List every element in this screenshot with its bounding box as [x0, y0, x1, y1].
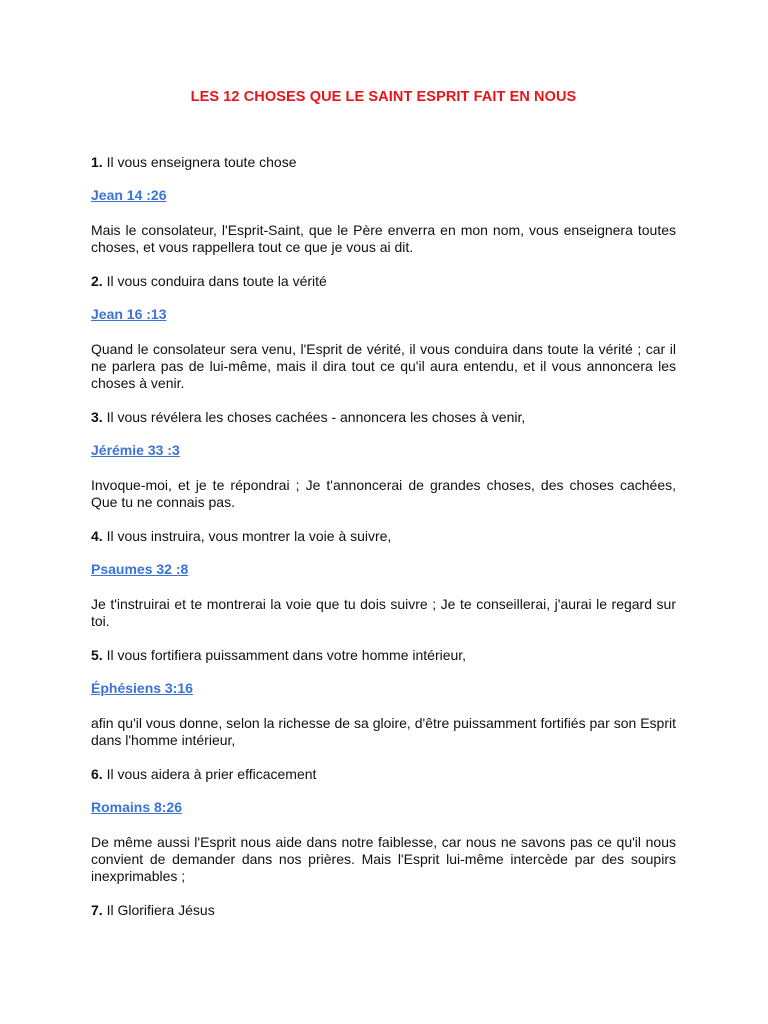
list-item-1: [91, 154, 676, 256]
point-number: 1.: [91, 154, 103, 170]
point-number: 4.: [91, 528, 103, 544]
document-title: LES 12 CHOSES QUE LE SAINT ESPRIT FAIT EN NOUS: [190, 89, 577, 105]
list-item-3: [91, 409, 676, 511]
point-text: Il vous conduira dans toute la vérité: [102, 273, 327, 289]
point-number: 7.: [91, 902, 103, 918]
verse-text: Invoque-moi, et je te répondrai ; Je t'annoncerai de grandes choses, des choses cachées, Que tu ne connais pas.: [91, 477, 676, 510]
point-heading: [91, 273, 676, 290]
verse-text: afin qu'il vous donne, selon la richesse de sa gloire, d'être puissamment fortifiés par son Esprit dans l'homme intérieur,: [91, 715, 676, 748]
point-heading: [91, 528, 676, 545]
list-item-4: [91, 528, 676, 630]
point-text: Il vous aidera à prier efficacement: [102, 766, 317, 782]
list-item-5: [91, 647, 676, 749]
point-text: Il vous révélera les choses cachées - annoncera les choses à venir,: [102, 409, 526, 425]
verse-reference-link[interactable]: Romains 8:26: [91, 799, 183, 815]
point-heading: [91, 154, 676, 171]
point-heading: [91, 766, 676, 783]
point-text: Il Glorifiera Jésus: [102, 902, 215, 918]
point-number: 3.: [91, 409, 103, 425]
point-number: 5.: [91, 647, 103, 663]
list-item-7: [91, 902, 676, 919]
verse-reference-link[interactable]: Éphésiens 3:16: [91, 680, 193, 696]
verse-text: Je t'instruirai et te montrerai la voie que tu dois suivre ; Je te conseillerai, j'aurai le regard sur toi.: [91, 596, 676, 629]
point-heading: [91, 647, 676, 664]
point-text: Il vous enseignera toute chose: [102, 154, 297, 170]
point-heading: [91, 409, 676, 426]
document-page: [91, 88, 676, 935]
point-number: 6.: [91, 766, 103, 782]
point-text: Il vous fortifiera puissamment dans votre homme intérieur,: [102, 647, 467, 663]
verse-reference-link[interactable]: Jean 16 :13: [91, 306, 167, 322]
verse-reference-link[interactable]: Jean 14 :26: [91, 187, 167, 203]
point-number: 2.: [91, 273, 103, 289]
point-heading: [91, 902, 676, 919]
verse-text: Quand le consolateur sera venu, l'Esprit de vérité, il vous conduira dans toute la vérité ; car il ne parlera pas de lui-même, mais il dira tout ce qu'il aura entendu, et il vous annoncera les choses à venir.: [91, 341, 676, 391]
verse-reference-link[interactable]: Jérémie 33 :3: [91, 442, 180, 458]
verse-text: De même aussi l'Esprit nous aide dans notre faiblesse, car nous ne savons pas ce qu'il nous convient de demander dans nos prières. Mais l'Esprit lui-même intercède par des soupirs inexprimables ;: [91, 834, 676, 884]
list-item-2: [91, 273, 676, 392]
list-item-6: [91, 766, 676, 885]
verse-reference-link[interactable]: Psaumes 32 :8: [91, 561, 189, 577]
verse-text: Mais le consolateur, l'Esprit-Saint, que le Père enverra en mon nom, vous enseignera toutes choses, et vous rappellera tout ce que je vous ai dit.: [91, 222, 676, 255]
point-text: Il vous instruira, vous montrer la voie à suivre,: [102, 528, 392, 544]
